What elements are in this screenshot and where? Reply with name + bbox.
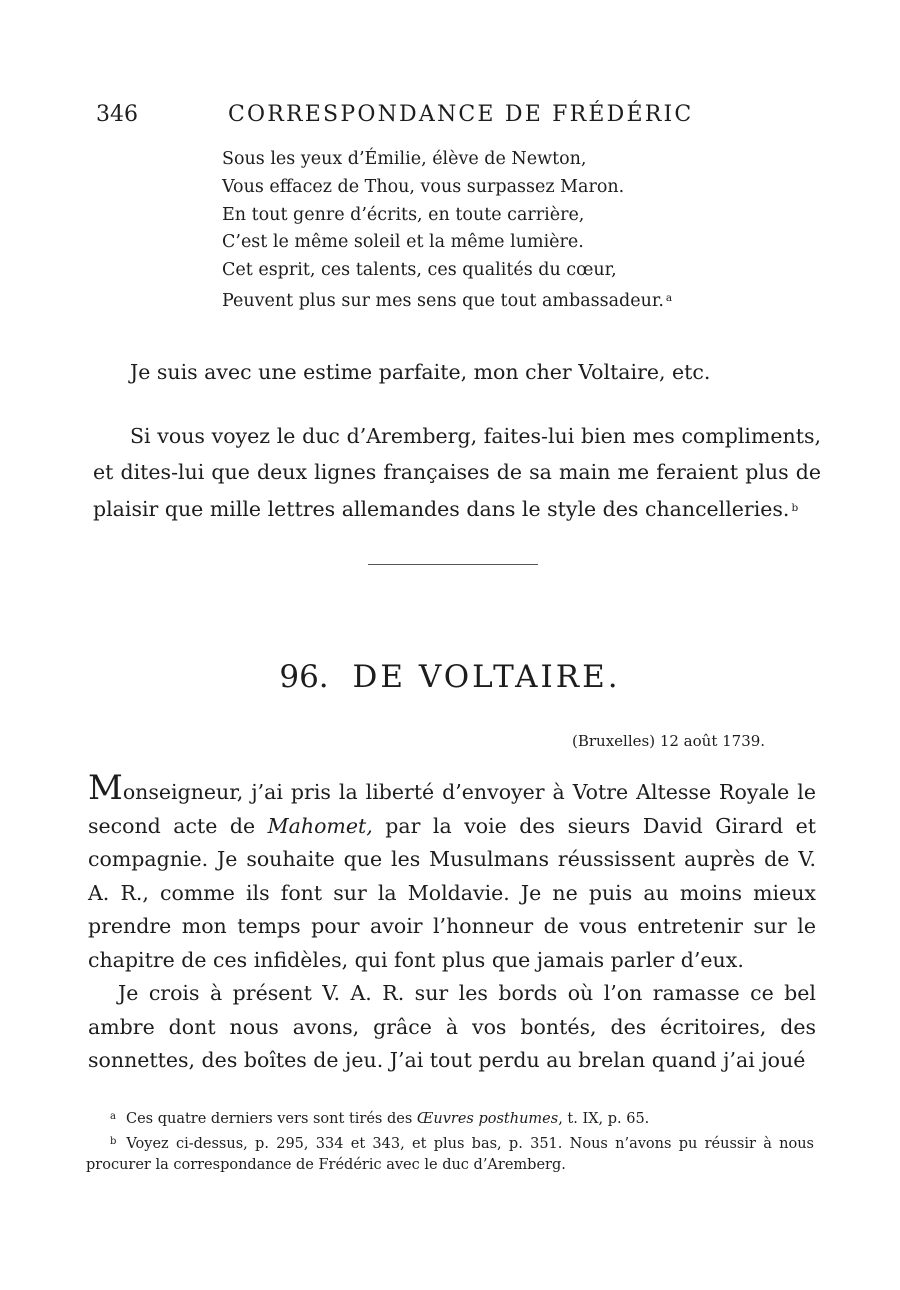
page-number: 346	[96, 102, 138, 127]
letter-heading	[0, 659, 900, 695]
letter-paragraph	[88, 768, 816, 977]
verse-line: Sous les yeux d’Émilie, élève de Newton,	[222, 149, 587, 169]
verse-block	[222, 146, 782, 316]
footnote-text: , t. IX, p. 65.	[558, 1111, 650, 1127]
letter-body	[88, 768, 816, 1078]
postscript-text: Si vous voyez le duc d’Aremberg, faites-lui bien mes compliments, et dites-lui que deux lignes françaises de sa main me feraient plus de plaisir que mille lettres allemandes dans le style des chancelleries.	[93, 423, 821, 521]
drop-cap: M	[88, 768, 123, 808]
footnote-mark: a	[110, 1111, 116, 1122]
letter-number: 96.	[279, 659, 329, 695]
closing-formula: Je suis avec une estime parfaite, mon cher Voltaire, etc.	[130, 359, 711, 384]
verse-line-last	[222, 285, 782, 316]
paragraph-text: onseigneur, j’ai pris la liberté d’envoyer à Votre Altesse Royale le second acte de	[88, 780, 816, 838]
footnote-b	[86, 1131, 814, 1177]
paragraph-text: par la voie des sieurs David Girard et compagnie. Je souhaite que les Musulmans réussissent auprès de V. A. R., comme ils font sur la Moldavie. Je ne puis au moins mieux prendre mon temps pour avoir l’honneur de vous entretenir sur le chapitre de ces infidèles, qui font plus que jamais parler d’eux.	[88, 813, 816, 972]
footnote-a	[86, 1106, 814, 1131]
work-title: Œuvres posthumes	[416, 1111, 559, 1127]
letter-dateline: (Bruxelles) 12 août 1739.	[572, 732, 766, 750]
verse-line: Vous effacez de Thou, vous surpassez Maron.	[222, 176, 625, 197]
section-divider	[368, 564, 538, 565]
verse-line: C’est le même soleil et la même lumière.	[222, 232, 584, 253]
postscript-paragraph	[93, 418, 821, 527]
footnote-reference: a	[665, 291, 673, 304]
footnote-text: Ces quatre derniers vers sont tirés des	[125, 1111, 417, 1127]
running-head	[96, 100, 816, 134]
letter-paragraph: Je crois à présent V. A. R. sur les bords où l’on ramasse ce bel ambre dont nous avons, grâce à vos bontés, des écritoires, des sonnettes, des boîtes de jeu. J’ai tout perdu au brelan quand j’ai joué	[88, 981, 816, 1072]
footnotes	[86, 1106, 814, 1177]
verse-line-text: Peuvent plus sur mes sens que tout ambassadeur.	[222, 290, 664, 311]
verse-line: En tout genre d’écrits, en toute carrière,	[222, 204, 585, 225]
footnote-text: Voyez ci-dessus, p. 295, 334 et 343, et plus bas, p. 351. Nous n’avons pu réussir à nous procurer la correspondance de Frédéric avec le duc d’Aremberg.	[86, 1135, 814, 1173]
running-head-title: CORRESPONDANCE DE FRÉDÉRIC	[228, 102, 694, 127]
verse-line: Cet esprit, ces talents, ces qualités du cœur,	[222, 260, 617, 281]
work-title: Mahomet,	[267, 813, 373, 838]
footnote-mark: b	[110, 1135, 117, 1147]
letter-title: DE VOLTAIRE.	[352, 659, 621, 695]
footnote-reference: b	[791, 501, 799, 514]
